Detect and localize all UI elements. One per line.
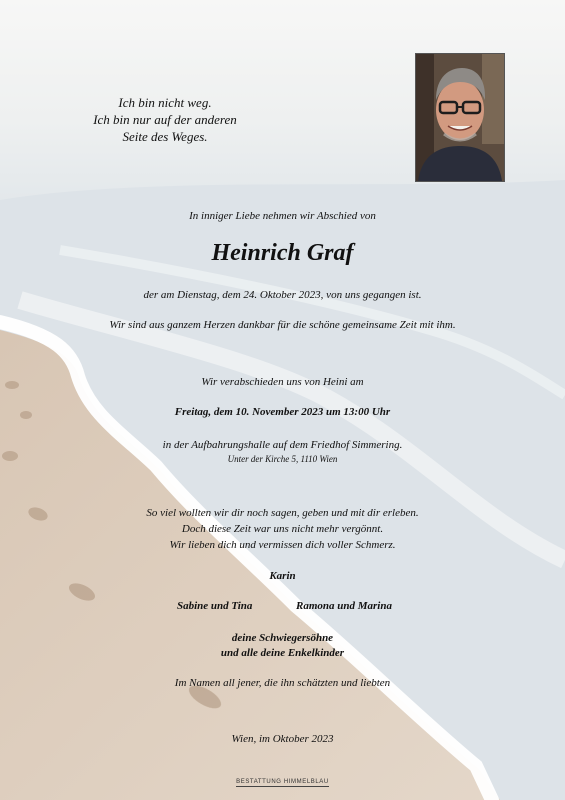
ceremony-datetime: Freitag, dem 10. November 2023 um 13:00 Uhr — [174, 406, 391, 418]
poem-line: Ich bin nur auf der anderen — [93, 112, 237, 127]
mourner-sons-in-law: deine Schwiegersöhne — [231, 632, 334, 644]
ceremony-address: Unter der Kirche 5, 1110 Wien — [227, 454, 338, 464]
gratitude-text: Wir sind aus ganzem Herzen dankbar für die schöne gemeinsame Zeit mit ihm. — [109, 319, 456, 331]
farewell-intro: Wir verabschieden uns von Heini am — [201, 376, 364, 388]
portrait-icon — [416, 54, 504, 181]
intro-text: In inniger Liebe nehmen wir Abschied von — [189, 210, 376, 222]
closing-text: Im Namen all jener, die ihn schätzten und liebten — [174, 677, 391, 689]
funeral-home-footer — [0, 779, 565, 785]
place-date: Wien, im Oktober 2023 — [231, 733, 334, 745]
mourner-grandchildren: und alle deine Enkelkinder — [220, 647, 345, 659]
poem-line: Ich bin nicht weg. — [118, 95, 212, 110]
poem — [60, 94, 270, 145]
funeral-home-name: BESTATTUNG HIMMELBLAU — [236, 779, 329, 785]
ceremony-place: in der Aufbahrungshalle auf dem Friedhof Simmering. — [162, 439, 403, 451]
message-line: So viel wollten wir dir noch sagen, geben und mit dir erleben. — [146, 507, 419, 519]
message-line: Doch diese Zeit war uns nicht mehr vergönnt. — [181, 523, 384, 535]
mourner-primary: Karin — [269, 570, 296, 582]
message-line: Wir lieben dich und vermissen dich voller Schmerz. — [169, 539, 396, 551]
mourner-pair-left: Sabine und Tina — [177, 600, 253, 612]
poem-line: Seite des Weges. — [122, 129, 208, 144]
death-date-text: der am Dienstag, dem 24. Oktober 2023, von uns gegangen ist. — [143, 289, 422, 301]
deceased-name: Heinrich Graf — [211, 240, 354, 266]
mourner-pair-right: Ramona und Marina — [296, 600, 392, 612]
portrait-photo — [415, 53, 505, 182]
